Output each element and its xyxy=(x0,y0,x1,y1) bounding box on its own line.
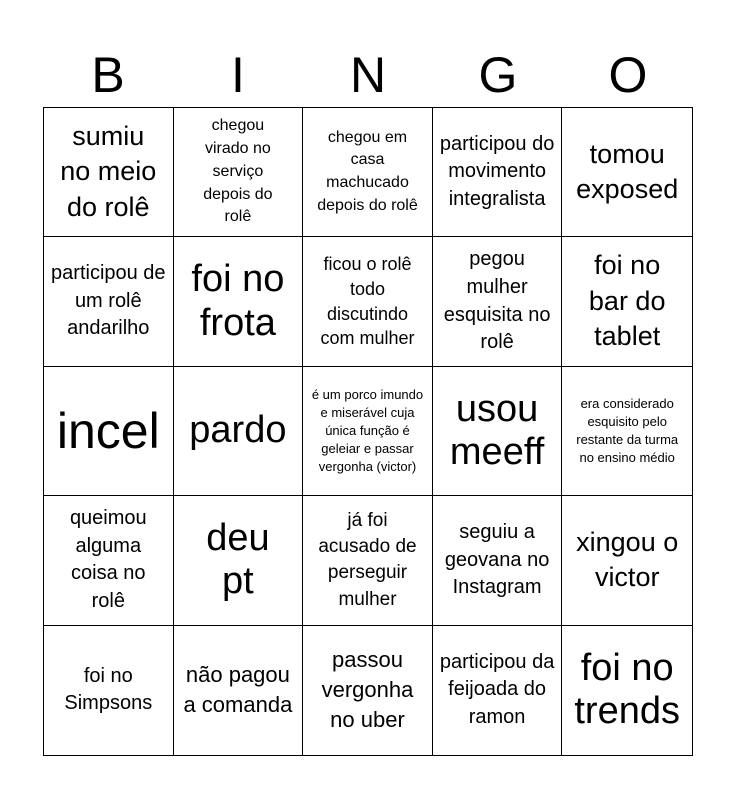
bingo-cell[interactable] xyxy=(44,626,174,755)
bingo-cell[interactable] xyxy=(303,108,433,237)
cell-text: passou vergonha no uber xyxy=(321,646,414,733)
bingo-cell[interactable] xyxy=(562,237,692,366)
cell-text: não pagou a comanda xyxy=(183,661,293,718)
bingo-cell[interactable] xyxy=(174,367,304,496)
cell-text: seguiu a geovana no Instagram xyxy=(444,521,550,599)
cell-text: foi no frota xyxy=(191,258,285,344)
cell-text: incel xyxy=(56,402,160,459)
bingo-cell[interactable] xyxy=(174,496,304,625)
bingo-cell[interactable] xyxy=(303,496,433,625)
cell-text: foi no bar do tablet xyxy=(588,250,666,352)
bingo-cell[interactable] xyxy=(44,237,174,366)
bingo-cell[interactable] xyxy=(174,626,304,755)
bingo-cell[interactable] xyxy=(303,367,433,496)
cell-text: pegou mulher esquisita no rolê xyxy=(443,248,551,354)
cell-text: participou da feijoada do ramon xyxy=(439,650,555,729)
cell-text: sumiu no meio do rolê xyxy=(60,120,157,222)
bingo-cell[interactable] xyxy=(562,108,692,237)
header-letter-b: B xyxy=(91,47,125,103)
bingo-cell[interactable] xyxy=(433,108,563,237)
cell-text: xingou o victor xyxy=(576,526,679,593)
cell-text: tomou exposed xyxy=(576,138,679,205)
cell-text: pardo xyxy=(189,409,287,452)
header-letter-n: N xyxy=(349,47,387,103)
cell-text: chegou virado no serviço depois do rolê xyxy=(203,117,273,226)
bingo-cell[interactable] xyxy=(44,367,174,496)
cell-text: usou meeff xyxy=(449,387,545,473)
bingo-cell[interactable] xyxy=(433,367,563,496)
bingo-cell[interactable] xyxy=(562,367,692,496)
bingo-board xyxy=(43,107,693,756)
bingo-cell[interactable] xyxy=(303,237,433,366)
cell-text: participou do movimento integralista xyxy=(439,132,555,210)
bingo-cell[interactable] xyxy=(174,108,304,237)
bingo-cell[interactable] xyxy=(44,108,174,237)
bingo-cell[interactable] xyxy=(562,626,692,755)
cell-text: foi no Simpsons xyxy=(64,664,153,715)
cell-text: era considerado esquisito pelo restante da turma no ensino médio xyxy=(576,396,679,465)
cell-text: é um porco imundo e miserável cuja única função é geleiar e passar vergonha (victor) xyxy=(311,387,424,474)
header-letter-i: I xyxy=(231,47,245,103)
bingo-cell[interactable] xyxy=(174,237,304,366)
header-letter-o: O xyxy=(608,47,648,103)
cell-text: já foi acusado de perseguir mulher xyxy=(318,509,417,610)
cell-text: deu pt xyxy=(206,517,270,603)
bingo-cell[interactable] xyxy=(433,237,563,366)
header-letter-g: G xyxy=(478,47,518,103)
cell-text: queimou alguma coisa no rolê xyxy=(69,507,147,612)
cell-text: ficou o rolê todo discutindo com mulher xyxy=(320,253,415,349)
bingo-cell[interactable] xyxy=(433,626,563,755)
bingo-cell[interactable] xyxy=(44,496,174,625)
bingo-header xyxy=(43,44,693,106)
cell-text: chegou em casa machucado depois do rolê xyxy=(317,128,418,214)
cell-text: foi no trends xyxy=(574,646,680,733)
bingo-cell[interactable] xyxy=(303,626,433,755)
bingo-cell[interactable] xyxy=(433,496,563,625)
cell-text: participou de um rolê andarilho xyxy=(51,262,166,340)
bingo-cell[interactable] xyxy=(562,496,692,625)
